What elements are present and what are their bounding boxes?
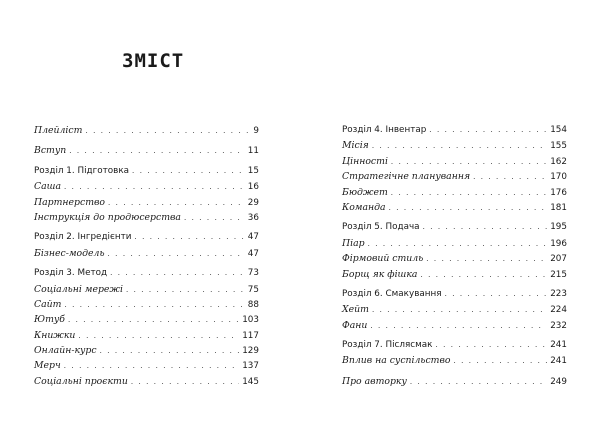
dot-leader xyxy=(370,319,547,334)
dot-leader xyxy=(426,252,547,267)
chapter-title: Розділ 5. Подача xyxy=(342,222,420,233)
toc-entry-row xyxy=(342,236,567,251)
toc-entry-row xyxy=(34,195,259,210)
toc-entry-row xyxy=(34,343,259,358)
entry-title: Фірмовий стиль xyxy=(342,253,424,265)
entry-title: Ютуб xyxy=(34,314,65,326)
entry-title: Борщ як фішка xyxy=(342,268,418,280)
entry-title: Бюджет xyxy=(342,186,388,198)
chapter-title: Розділ 3. Метод xyxy=(34,268,108,279)
dot-leader xyxy=(69,144,245,159)
entry-title: Саша xyxy=(34,181,62,193)
toc-entry-row xyxy=(34,246,259,261)
chapter-title: Розділ 1. Підготовка xyxy=(34,165,130,176)
dot-leader xyxy=(410,375,547,390)
entry-title: Про авторку xyxy=(342,375,407,387)
entry-title: Вплив на суспільство xyxy=(342,355,451,367)
entry-title: Онлайн-курс xyxy=(34,345,97,357)
page-number: 15 xyxy=(247,165,259,176)
dot-leader xyxy=(110,266,245,281)
toc-entry-row xyxy=(342,353,567,368)
page-number: 88 xyxy=(247,299,259,310)
page-number: 223 xyxy=(550,288,567,299)
toc-entry-row xyxy=(34,374,259,389)
page-number: 215 xyxy=(550,269,567,280)
entry-title: Стратегічне планування xyxy=(342,171,471,183)
dot-leader xyxy=(420,268,547,283)
entry-title: Піар xyxy=(342,237,365,249)
page-number: 16 xyxy=(247,182,259,193)
page-number: 176 xyxy=(550,187,567,198)
dot-leader xyxy=(436,338,548,353)
toc-entry-row xyxy=(342,200,567,215)
toc-entry-row xyxy=(342,169,567,184)
toc-chapter-row xyxy=(342,123,567,138)
page-number: 241 xyxy=(550,356,567,367)
page-number: 75 xyxy=(247,284,259,295)
page-number: 103 xyxy=(242,315,259,326)
dot-leader xyxy=(372,139,547,154)
dot-leader xyxy=(64,180,245,195)
entry-title: Бізнес-модель xyxy=(34,247,105,259)
entry-title: Плейліст xyxy=(34,125,83,136)
entry-title: Цінності xyxy=(342,155,388,167)
page-number: 154 xyxy=(550,125,567,135)
toc-chapter-row xyxy=(342,220,567,235)
page-number: 36 xyxy=(247,212,259,223)
toc-chapter-row xyxy=(34,266,259,281)
toc-entry-row xyxy=(342,185,567,200)
toc-chapter-row xyxy=(34,230,259,245)
dot-leader xyxy=(423,220,548,235)
page-number: 145 xyxy=(242,376,259,387)
toc-chapter-row xyxy=(342,287,567,302)
page-number: 9 xyxy=(253,126,259,136)
dot-leader xyxy=(100,344,240,359)
toc-entry-row xyxy=(34,123,259,138)
entry-title: Мерч xyxy=(34,360,61,372)
dot-leader xyxy=(64,298,244,313)
page-number: 181 xyxy=(550,202,567,213)
page-number: 47 xyxy=(247,248,259,259)
toc-entry-row xyxy=(34,282,259,297)
toc-entry-row xyxy=(342,267,567,282)
page-number: 170 xyxy=(550,172,567,183)
page-number: 241 xyxy=(550,340,567,351)
dot-leader xyxy=(132,164,245,179)
page-number: 249 xyxy=(550,376,567,387)
toc-entry-row xyxy=(34,210,259,225)
dot-leader xyxy=(445,287,548,302)
dot-leader xyxy=(64,359,239,374)
page-number: 29 xyxy=(247,197,259,208)
toc-entry-row xyxy=(342,138,567,153)
page-number: 137 xyxy=(242,361,259,372)
toc-entry-row xyxy=(34,143,259,158)
page-number: 195 xyxy=(550,222,567,233)
dot-leader xyxy=(389,201,548,216)
toc-left-column xyxy=(34,123,259,389)
dot-leader xyxy=(85,124,250,139)
entry-title: Команда xyxy=(342,201,386,213)
chapter-title: Розділ 6. Смакування xyxy=(342,288,442,299)
page-number: 224 xyxy=(550,305,567,316)
toc-entry-row xyxy=(34,179,259,194)
toc-entry-row xyxy=(34,358,259,373)
page-number: 129 xyxy=(242,346,259,357)
page-number: 117 xyxy=(242,330,259,341)
toc-entry-row xyxy=(342,318,567,333)
dot-leader xyxy=(368,237,548,252)
dot-leader xyxy=(68,313,239,328)
entry-title: Фани xyxy=(342,319,368,331)
dot-leader xyxy=(473,170,547,185)
dot-leader xyxy=(131,375,239,390)
dot-leader xyxy=(126,283,245,298)
toc-chapter-row xyxy=(34,164,259,179)
page-number: 11 xyxy=(247,146,259,157)
dot-leader xyxy=(108,247,245,262)
page-number: 162 xyxy=(550,156,567,167)
dot-leader xyxy=(134,230,244,245)
dot-leader xyxy=(78,329,239,344)
page-number: 207 xyxy=(550,254,567,265)
page-number: 73 xyxy=(247,268,259,279)
dot-leader xyxy=(391,155,547,170)
chapter-title: Розділ 7. Післясмак xyxy=(342,340,433,351)
page-number: 196 xyxy=(550,238,567,249)
entry-title: Інструкція до продюсерства xyxy=(34,211,181,223)
toc-entry-row xyxy=(342,251,567,266)
toc-entry-row xyxy=(34,328,259,343)
toc-entry-row xyxy=(342,154,567,169)
toc-entry-row xyxy=(342,302,567,317)
entry-title: Соціальні мережі xyxy=(34,283,123,295)
toc-entry-row xyxy=(342,374,567,389)
entry-title: Сайт xyxy=(34,298,62,310)
entry-title: Соціальні проєкти xyxy=(34,375,128,387)
dot-leader xyxy=(391,186,547,201)
entry-title: Місія xyxy=(342,140,369,152)
dot-leader xyxy=(372,303,547,318)
toc-right-column xyxy=(342,123,567,389)
dot-leader xyxy=(429,123,547,138)
toc-entry-row xyxy=(34,312,259,327)
chapter-title: Розділ 2. Інгредієнти xyxy=(34,232,132,243)
page-number: 155 xyxy=(550,141,567,152)
toc-entry-row xyxy=(34,297,259,312)
entry-title: Партнерство xyxy=(34,196,106,208)
page-number: 232 xyxy=(550,320,567,331)
toc-chapter-row xyxy=(342,338,567,353)
page-title: ЗМІСТ xyxy=(122,50,185,72)
page-number: 47 xyxy=(247,232,259,243)
entry-title: Хейт xyxy=(342,304,369,316)
entry-title: Книжки xyxy=(34,329,76,341)
dot-leader xyxy=(184,211,245,226)
dot-leader xyxy=(454,354,548,369)
entry-title: Вступ xyxy=(34,145,67,157)
dot-leader xyxy=(108,196,245,211)
chapter-title: Розділ 4. Інвентар xyxy=(342,125,427,135)
